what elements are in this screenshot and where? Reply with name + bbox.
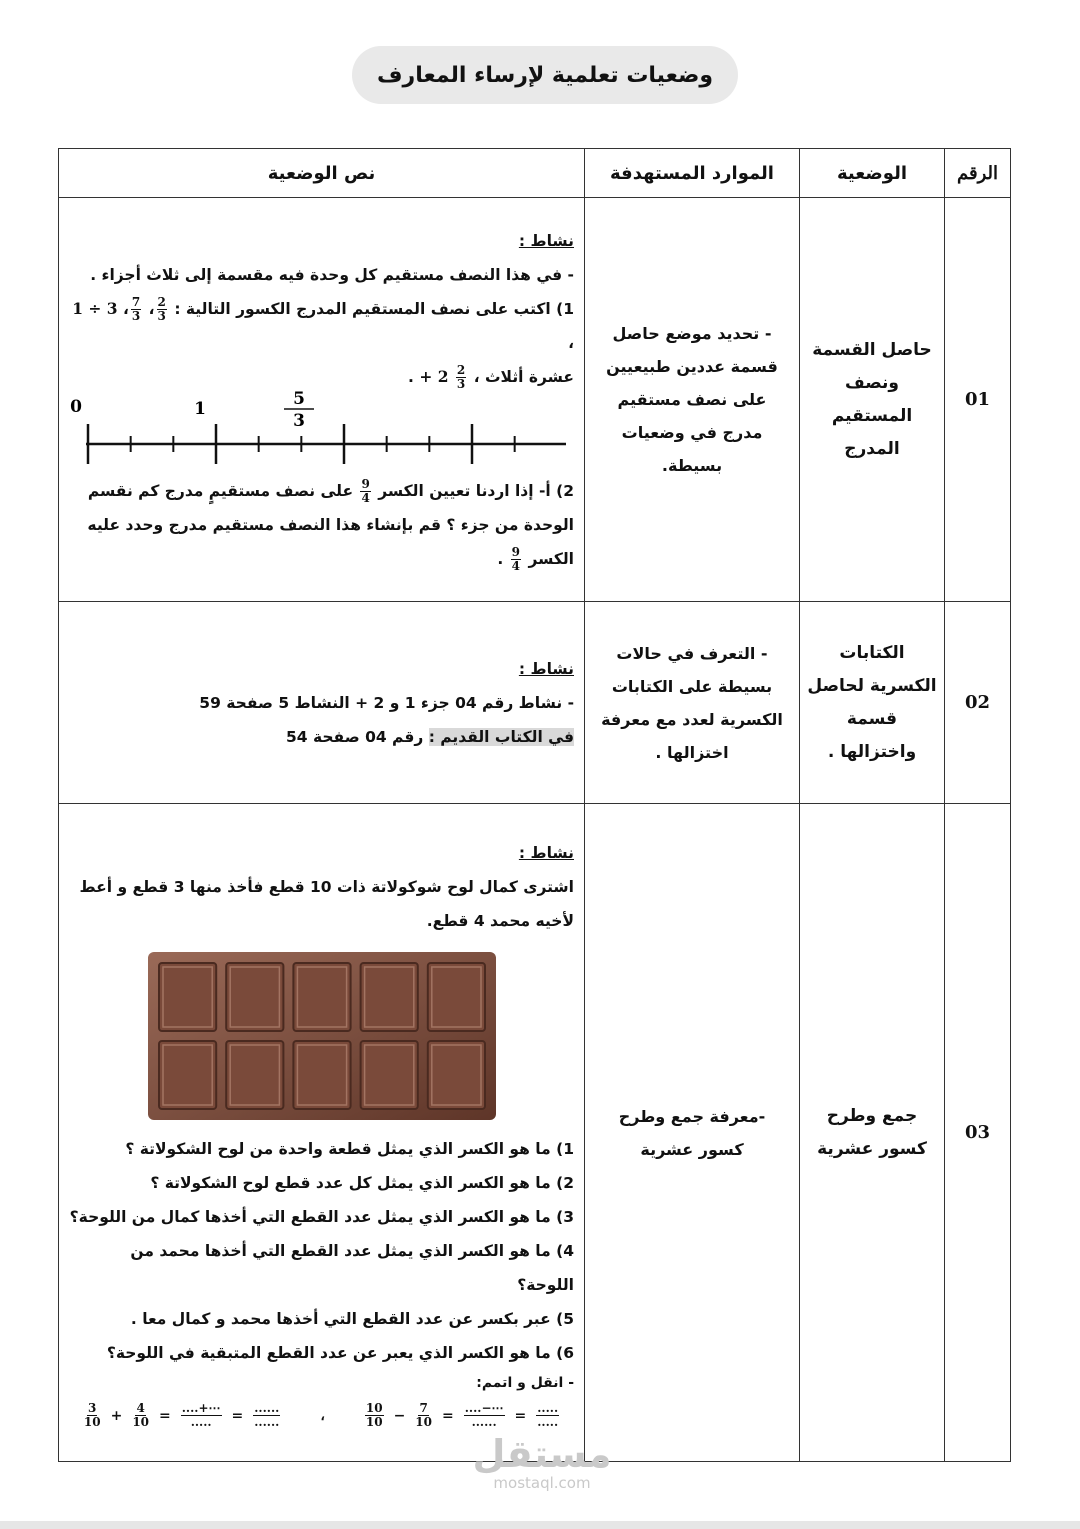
separator: ، bbox=[320, 1407, 325, 1424]
sum-expression: 2 + bbox=[419, 366, 449, 386]
chocolate-bar-image bbox=[142, 946, 502, 1126]
watermark-url: mostaql.com bbox=[493, 1474, 591, 1492]
fraction: $\frac{7}{10}$ bbox=[415, 1401, 432, 1429]
fraction: $\frac{7}{3}$ bbox=[131, 294, 141, 323]
row-text bbox=[59, 602, 585, 804]
chocolate-piece bbox=[360, 963, 417, 1031]
problem-statement: اشترى كمال لوح شوكولاتة ذات 10 قطع فأخذ منها 3 قطع و أعط bbox=[79, 878, 574, 896]
activity-label: نشاط : bbox=[518, 844, 574, 862]
chocolate-piece bbox=[360, 1041, 417, 1109]
question-2-end: الكسر $\frac{9}{4}$ . bbox=[497, 544, 574, 573]
question-item: 3) ما هو الكسر الذي يمثل عدد القطع التي أخذها كمال من اللوحة؟ bbox=[69, 1208, 574, 1226]
chocolate-piece bbox=[226, 963, 283, 1031]
row-text bbox=[59, 804, 585, 1462]
questions-list bbox=[69, 1132, 574, 1370]
question-item: 4) ما هو الكسر الذي يمثل عدد القطع التي أخذها محمد من اللوحة؟ bbox=[130, 1242, 574, 1294]
chocolate-piece bbox=[226, 1041, 283, 1109]
division-expression: 3 ÷ 1 bbox=[72, 298, 118, 318]
fraction-blank: $\frac{....-\cdots}{......}$ bbox=[464, 1401, 504, 1429]
problem-statement-cont: لأخيه محمد 4 قطع. bbox=[426, 912, 574, 930]
question-2-text: 2) أ- إذا اردنا تعيين الكسر bbox=[378, 481, 574, 500]
fraction: $\frac{2}{3}$ bbox=[456, 362, 466, 391]
equations bbox=[69, 1402, 574, 1429]
fraction: $\frac{9}{4}$ bbox=[361, 476, 370, 505]
fraction-blank: $\frac{......}{......}$ bbox=[254, 1401, 280, 1429]
watermark-arabic: مستقل bbox=[472, 1432, 612, 1476]
question-2 bbox=[69, 474, 574, 508]
question-1-cont: عشرة أثلاث ، $\frac{2}{3}$ 2 + . bbox=[408, 362, 574, 391]
tick-label-0: 0 bbox=[70, 396, 82, 417]
instruction-line: - في هذا النصف مستقيم كل وحدة فيه مقسمة إلى ثلاث أجزاء . bbox=[90, 265, 574, 284]
tick-label-1: 1 bbox=[194, 398, 206, 419]
fraction-blank: $\frac{....+\cdots}{.....}$ bbox=[181, 1401, 221, 1429]
chocolate-piece bbox=[293, 1041, 350, 1109]
activity-reference: - نشاط رقم 04 جزء 1 و 2 + النشاط 5 صفحة 59 bbox=[199, 693, 574, 712]
question-2-cont: الوحدة من جزء ؟ قم بإنشاء هذا النصف مستقيم مدرج وحدد عليه bbox=[87, 515, 574, 534]
question-item: 5) عبر بكسر عن عدد القطع التي أخذها محمد و كمال معا . bbox=[130, 1310, 574, 1328]
row-number: 02 bbox=[945, 602, 1011, 804]
row-situation: جمع وطرح كسور عشرية bbox=[800, 804, 945, 1462]
chocolate-piece bbox=[159, 963, 216, 1031]
header-resources: الموارد المستهدفة bbox=[585, 149, 800, 198]
table-row bbox=[59, 602, 1011, 804]
operator: + bbox=[110, 1407, 123, 1424]
chocolate-piece bbox=[159, 1041, 216, 1109]
page-title: وضعيات تعلمية لإرساء المعارف bbox=[352, 46, 738, 104]
chocolate-piece bbox=[427, 963, 484, 1031]
fraction: $\frac{4}{10}$ bbox=[132, 1401, 150, 1429]
row-resources: - تحديد موضع حاصل قسمة عددين طبيعيين على نصف مستقيم مدرج في وضعيات بسيطة. bbox=[585, 198, 800, 602]
row-resources: -معرفة جمع وطرح كسور عشرية bbox=[585, 804, 800, 1462]
activity-label: نشاط : bbox=[518, 231, 574, 250]
row-resources: - التعرف في حالات بسيطة على الكتابات الكسرية لعدد مع معرفة اختزالها . bbox=[585, 602, 800, 804]
tick-label-frac-den: 3 bbox=[293, 410, 305, 431]
number-line bbox=[70, 388, 574, 474]
table-row bbox=[59, 804, 1011, 1462]
question-1-text: 1) اكتب على نصف المستقيم المدرج الكسور التالية : bbox=[174, 299, 574, 318]
copy-and-complete: - انقل و اتمم: bbox=[476, 1375, 574, 1391]
fraction: $\frac{3}{10}$ bbox=[83, 1401, 101, 1429]
fraction-blank: $\frac{.....}{.....}$ bbox=[537, 1401, 559, 1429]
equals-sign: = bbox=[159, 1407, 171, 1424]
row-text bbox=[59, 198, 585, 602]
watermark-logo bbox=[472, 1434, 612, 1492]
old-book-page: رقم 04 صفحة 54 bbox=[286, 727, 424, 746]
highlighted-text: في الكتاب القديم : bbox=[428, 727, 574, 746]
operator: − bbox=[393, 1407, 406, 1424]
activity-label: نشاط : bbox=[518, 659, 574, 678]
header-situation: الوضعية bbox=[800, 149, 945, 198]
equals-sign: = bbox=[514, 1407, 527, 1424]
equals-sign: = bbox=[231, 1407, 244, 1424]
fraction: $\frac{9}{4}$ bbox=[511, 544, 521, 573]
question-item: 1) ما هو الكسر الذي يمثل قطعة واحدة من لوح الشكولاتة ؟ bbox=[125, 1140, 574, 1158]
chocolate-piece bbox=[293, 963, 350, 1031]
table-header-row bbox=[59, 149, 1011, 198]
row-situation: الكتابات الكسرية لحاصل قسمة واختزالها . bbox=[800, 602, 945, 804]
equals-sign: = bbox=[442, 1407, 454, 1424]
tick-label-frac-num: 5 bbox=[293, 388, 305, 409]
header-text: نص الوضعية bbox=[59, 149, 585, 198]
fraction: $\frac{2}{3}$ bbox=[157, 294, 166, 323]
question-item: 6) ما هو الكسر الذي يعبر عن عدد القطع المتبقية في اللوحة؟ bbox=[106, 1344, 574, 1362]
page-bottom-bar bbox=[0, 1521, 1080, 1529]
question-item: 2) ما هو الكسر الذي يمثل كل عدد قطع لوح الشكولاتة ؟ bbox=[150, 1174, 574, 1192]
table-row bbox=[59, 198, 1011, 602]
chocolate-piece bbox=[427, 1041, 484, 1109]
old-book-reference bbox=[69, 720, 574, 754]
question-1: 1) اكتب على نصف المستقيم المدرج الكسور التالية : $\frac{2}{3}$ ، $\frac{7}{3}$ ، 3 ÷ 1 ، bbox=[72, 294, 574, 352]
row-number: 01 bbox=[945, 198, 1011, 602]
situations-table bbox=[58, 148, 1011, 1462]
question-2-text-b: على نصف مستقيمٍ مدرج كم نقسم bbox=[87, 481, 354, 500]
row-situation: حاصل القسمة ونصف المستقيم المدرج bbox=[800, 198, 945, 602]
fraction: $\frac{10}{10}$ bbox=[365, 1401, 383, 1429]
question-1-cont-text: عشرة أثلاث ، bbox=[473, 367, 574, 386]
question-2-end-text: الكسر bbox=[528, 549, 574, 568]
header-num: الرقم bbox=[945, 149, 1011, 198]
row-number: 03 bbox=[945, 804, 1011, 1462]
